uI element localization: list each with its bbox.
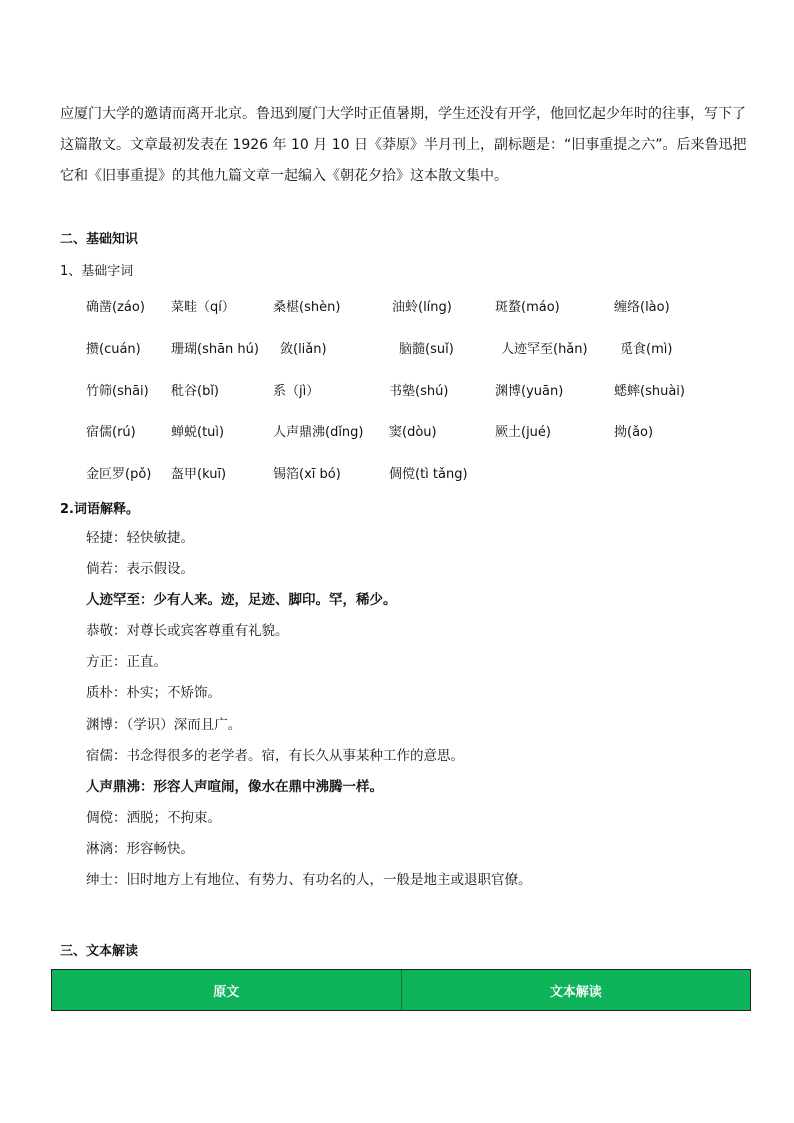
definition-item: 淋漓：形容畅快。 — [86, 840, 194, 857]
definition-item: 倘若：表示假设。 — [86, 561, 194, 578]
vocab-word: 盔甲(kuī) — [171, 467, 227, 482]
section-heading-text-analysis: 三、文本解读 — [60, 944, 139, 959]
vocab-word: 倜傥(tì tǎng) — [389, 467, 468, 482]
intro-paragraph — [60, 99, 750, 192]
definition-item: 人迹罕至：少有人来。迹，足迹、脚印。罕，稀少。 — [86, 592, 397, 609]
definition-item: 绅士：旧时地方上有地位、有势力、有功名的人，一般是地主或退职官僚。 — [86, 872, 532, 889]
intro-line: 它和《旧事重提》的其他九篇文章一起编入《朝花夕拾》这本散文集中。 — [60, 168, 508, 184]
vocab-word: 厥土(jué) — [495, 425, 551, 440]
vocab-word: 渊博(yuān) — [495, 384, 564, 399]
table-header-analysis: 文本解读 — [401, 970, 751, 1010]
definition-item: 倜傥：洒脱；不拘束。 — [86, 809, 221, 826]
definition-item: 质朴：朴实；不矫饰。 — [86, 685, 221, 702]
table-header-original: 原文 — [213, 984, 240, 1000]
vocab-word: 脑髓(suǐ) — [399, 342, 454, 357]
vocab-word: 窦(dòu) — [389, 425, 437, 440]
vocab-word: 拗(ǎo) — [614, 425, 654, 440]
vocab-word: 金叵罗(pǒ) — [86, 467, 152, 482]
vocab-word: 缠络(lào) — [614, 300, 670, 315]
definition-item: 轻捷：轻快敏捷。 — [86, 530, 194, 546]
vocab-word: 秕谷(bǐ) — [171, 384, 220, 399]
definition-item: 方正：正直。 — [86, 654, 167, 671]
vocab-word: 锡箔(xī bó) — [273, 467, 341, 482]
vocab-word: 蟋蟀(shuài) — [614, 384, 685, 399]
vocab-word: 菜畦（qí） — [171, 300, 235, 315]
vocab-word: 书塾(shú) — [389, 384, 449, 399]
vocab-word: 油蛉(líng) — [392, 300, 452, 315]
intro-line: 应厦门大学的邀请而离开北京。鲁迅到厦门大学时正值暑期，学生还没有开学，他回忆起少年时的往事，写下了 — [60, 106, 746, 122]
intro-line: 这篇散文。文章最初发表在 1926 年 10 月 10 日《莽原》半月刊上，副标题是：“旧事重提之六”。后来鲁迅把 — [60, 137, 747, 153]
analysis-table-header — [51, 969, 751, 1011]
definition-item: 渊博：（学识）深而且广。 — [86, 716, 242, 733]
vocab-word: 珊瑚(shān hú) — [171, 342, 259, 357]
vocab-word: 确凿(záo) — [86, 300, 145, 315]
vocab-word: 系（jì） — [273, 384, 320, 399]
vocab-word: 觅食(mì) — [620, 342, 673, 357]
vocab-word: 桑椹(shèn) — [273, 300, 341, 315]
subsection-heading-words: 1、基础字词 — [60, 264, 134, 279]
vocab-word: 人声鼎沸(dǐng) — [273, 425, 364, 440]
vocab-word: 宿儒(rú) — [86, 425, 136, 440]
definition-item: 恭敬：对尊长或宾客尊重有礼貌。 — [86, 623, 289, 640]
subsection-heading-definitions: 2.词语解释。 — [60, 502, 139, 517]
definition-item: 人声鼎沸：形容人声喧闹，像水在鼎中沸腾一样。 — [86, 778, 383, 795]
vocab-word: 攒(cuán) — [86, 342, 141, 357]
definitions-list — [86, 527, 766, 900]
vocab-word: 竹筛(shāi) — [86, 384, 149, 399]
vocab-word: 斑蝥(máo) — [495, 300, 560, 315]
vocab-word: 蝉蜕(tuì) — [171, 425, 225, 440]
section-heading-basics: 二、基础知识 — [60, 232, 139, 247]
vocab-word: 人迹罕至(hǎn) — [501, 342, 588, 357]
vocab-word: 敛(liǎn) — [280, 342, 327, 357]
definition-item: 宿儒：书念得很多的老学者。宿，有长久从事某种工作的意思。 — [86, 747, 464, 764]
